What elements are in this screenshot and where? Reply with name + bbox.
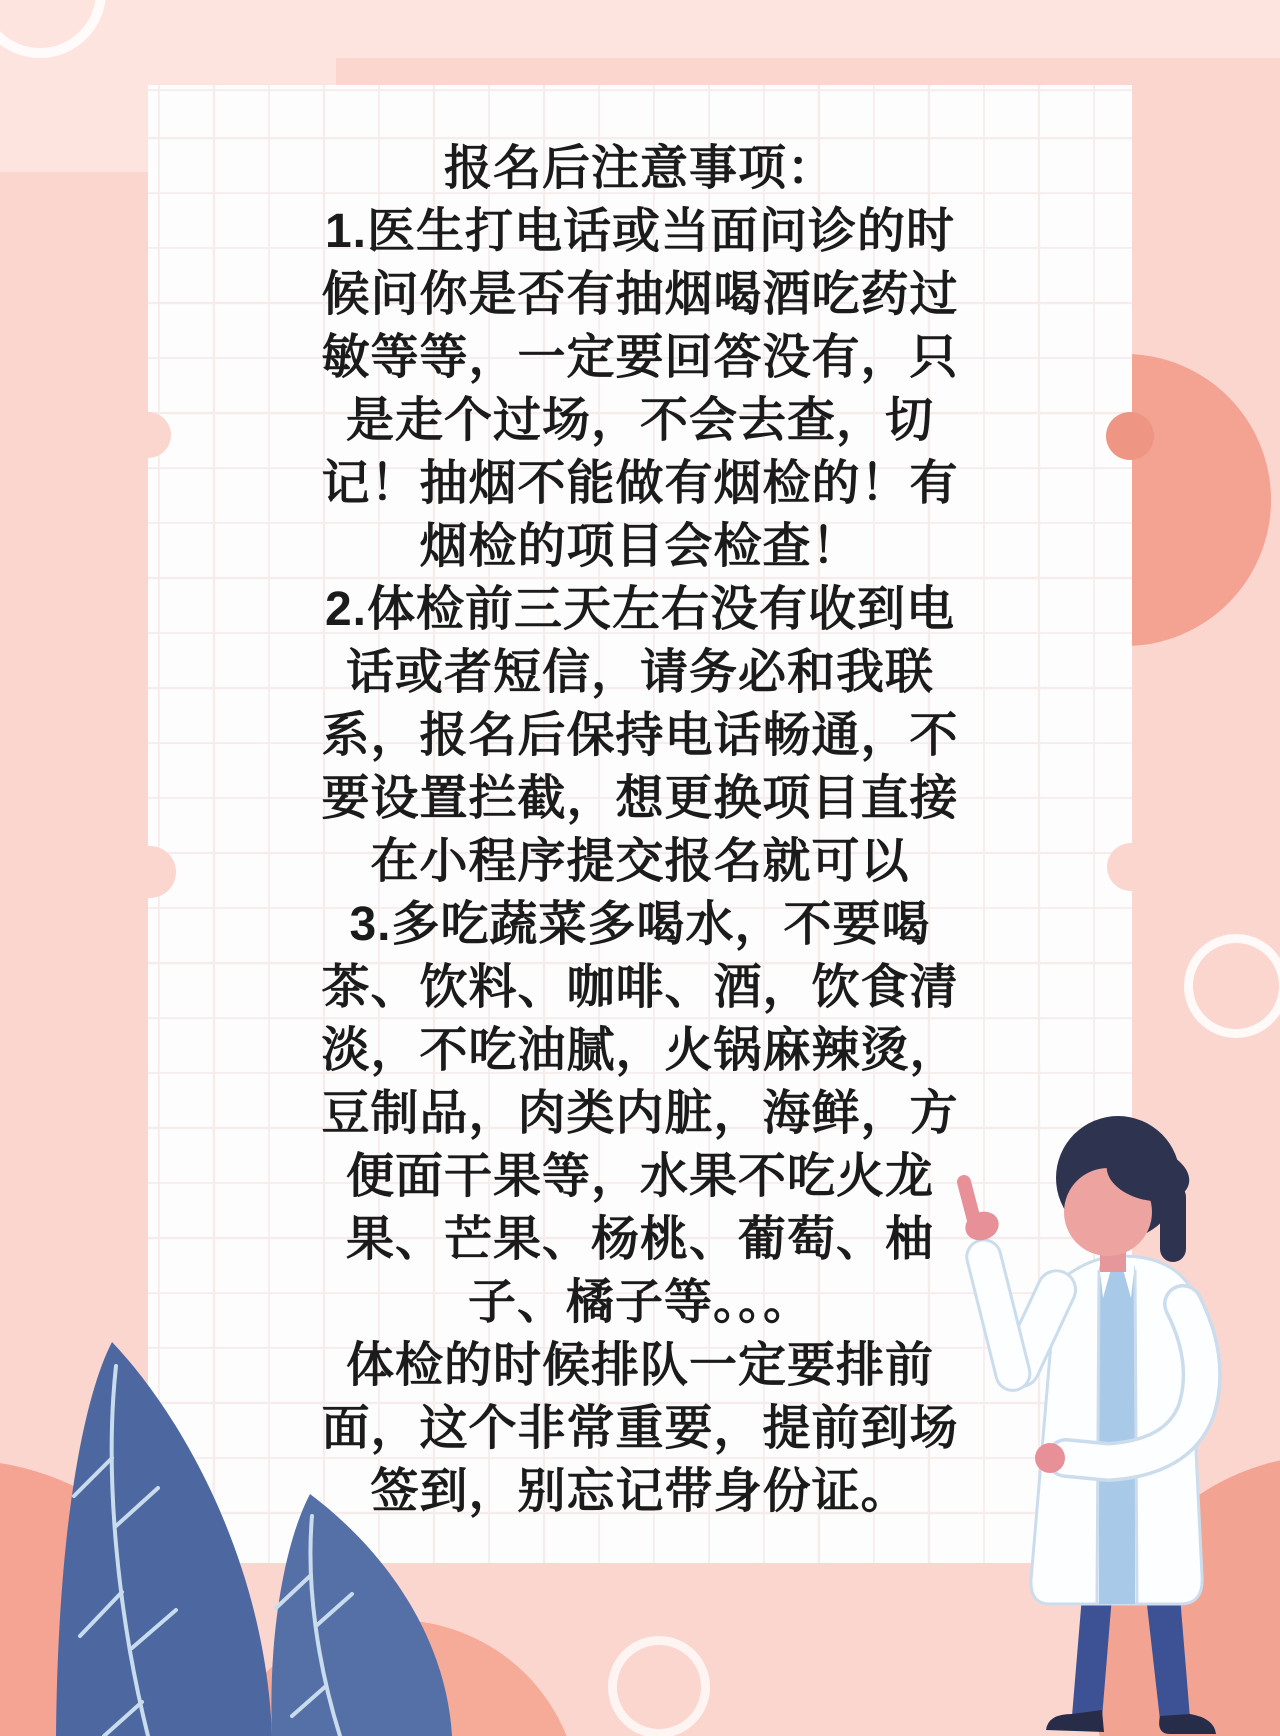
notice-line: 在小程序提交报名就可以 — [370, 835, 910, 888]
doctor-illustration — [850, 1056, 1280, 1736]
notice-line: 淡，不吃油腻，火锅麻辣烫， — [321, 1024, 959, 1077]
notice-line: 豆制品，肉类内脏，海鲜，方 — [321, 1087, 959, 1140]
notice-line: 子、橘子等。。。 — [467, 1276, 812, 1329]
notice-line: 3.多吃蔬菜多喝水，不要喝 — [349, 898, 931, 951]
notice-line: 候问你是否有抽烟喝酒吃药过 — [321, 268, 959, 321]
notice-title: 报名后注意事项： — [443, 142, 836, 195]
card-notch — [1107, 843, 1155, 891]
card-notch — [1106, 412, 1154, 460]
notice-line: 记！抽烟不能做有烟检的！有 — [321, 457, 959, 510]
notice-line: 要设置拦截，想更换项目直接 — [321, 772, 959, 825]
notice-line: 是走个过场，不会去查，切 — [345, 394, 934, 447]
notice-line: 果、芒果、杨桃、葡萄、柚 — [345, 1213, 934, 1266]
notice-line: 敏等等，一定要回答没有，只 — [321, 331, 959, 384]
notice-line: 1.医生打电话或当面问诊的时 — [324, 205, 956, 258]
notice-line: 体检的时候排队一定要排前 — [345, 1339, 934, 1392]
card-notch — [124, 846, 176, 898]
ring-icon — [608, 1636, 710, 1736]
notice-line: 茶、饮料、咖啡、酒，饮食清 — [321, 961, 959, 1014]
ring-icon — [1184, 934, 1280, 1038]
notice-line: 话或者短信，请务必和我联 — [345, 646, 934, 699]
notice-line: 便面干果等，水果不吃火龙 — [345, 1150, 934, 1203]
notice-line: 签到，别忘记带身份证。 — [370, 1465, 910, 1518]
notice-line: 烟检的项目会检查！ — [419, 520, 861, 573]
card-notch — [125, 412, 171, 458]
notice-line: 面，这个非常重要，提前到场 — [321, 1402, 959, 1455]
notice-line: 系，报名后保持电话畅通，不 — [321, 709, 959, 762]
plant-leaves-icon — [0, 1196, 500, 1736]
notice-line: 2.体检前三天左右没有收到电 — [324, 583, 956, 636]
